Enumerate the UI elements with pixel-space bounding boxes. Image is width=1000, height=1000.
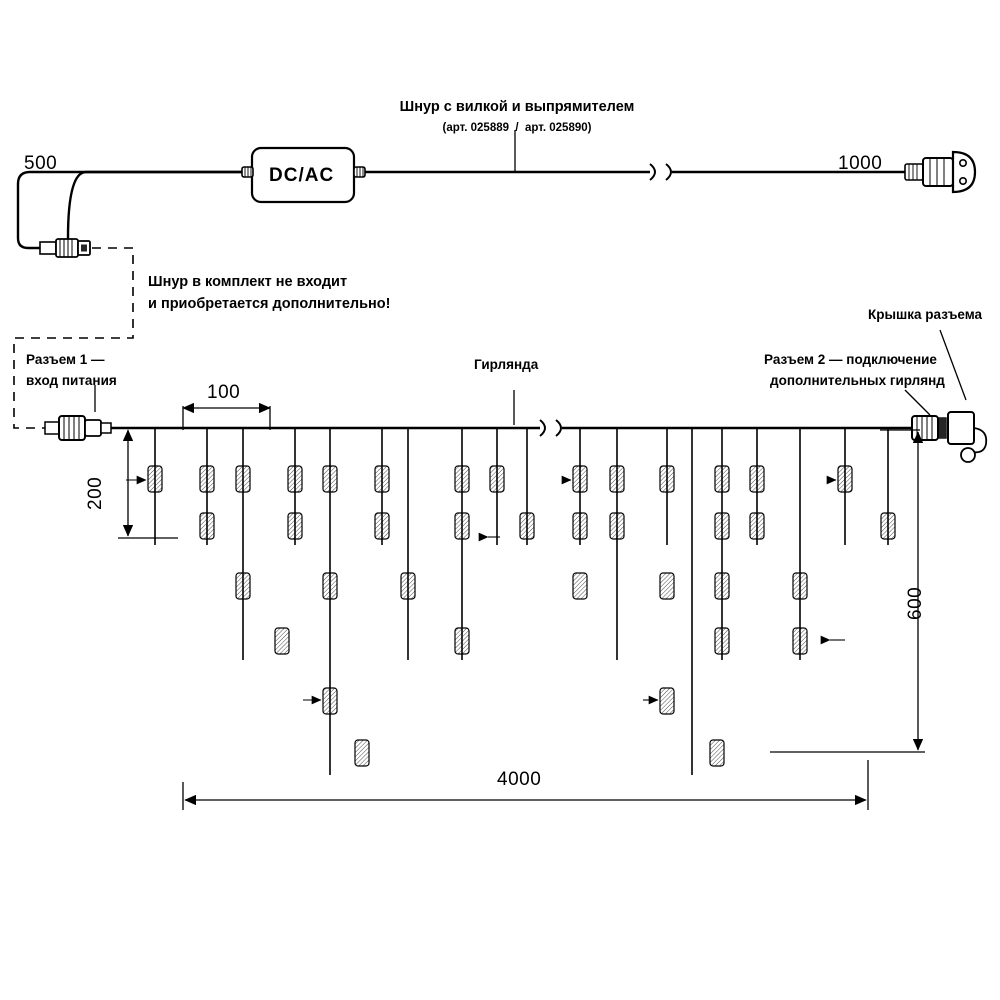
optional-cord-dashed [14, 248, 133, 428]
rectifier-label: DC/AC [269, 165, 335, 186]
connector-2 [912, 412, 986, 462]
callout-connector2-line2: дополнительных гирлянд [770, 373, 945, 388]
cord-connector-male [40, 239, 90, 257]
callout-connector1-line2: вход питания [26, 373, 117, 388]
cord-with-plug-label: Шнур с вилкой и выпрямителем [399, 99, 635, 115]
note-not-included-line1: Шнур в комплект не входит [148, 274, 348, 290]
feed-arrows [126, 480, 845, 700]
callout-connector-cap: Крышка разъема [868, 307, 983, 322]
dim-label-500: 500 [24, 153, 58, 174]
dim-100 [183, 406, 270, 430]
power-cord-assembly [14, 172, 247, 248]
callout-connector1-line1: Разъем 1 — [26, 352, 105, 367]
led-bulbs [148, 466, 895, 766]
note-not-included-line2: и приобретается дополнительно! [148, 296, 391, 312]
dim-label-1000: 1000 [838, 153, 883, 174]
dim-label-200: 200 [85, 476, 106, 510]
connector-1 [45, 416, 111, 440]
dim-label-4000: 4000 [497, 769, 542, 790]
dim-label-100: 100 [207, 382, 241, 403]
cord-article-numbers: (арт. 025889 / арт. 025890) [442, 122, 592, 134]
cord-break-symbol [650, 164, 671, 180]
garland-drops [155, 428, 888, 775]
callout-garland: Гирлянда [474, 357, 539, 372]
mains-plug [905, 152, 975, 192]
dim-label-600: 600 [905, 586, 926, 620]
callout-connector2-line1: Разъем 2 — подключение [764, 352, 937, 367]
